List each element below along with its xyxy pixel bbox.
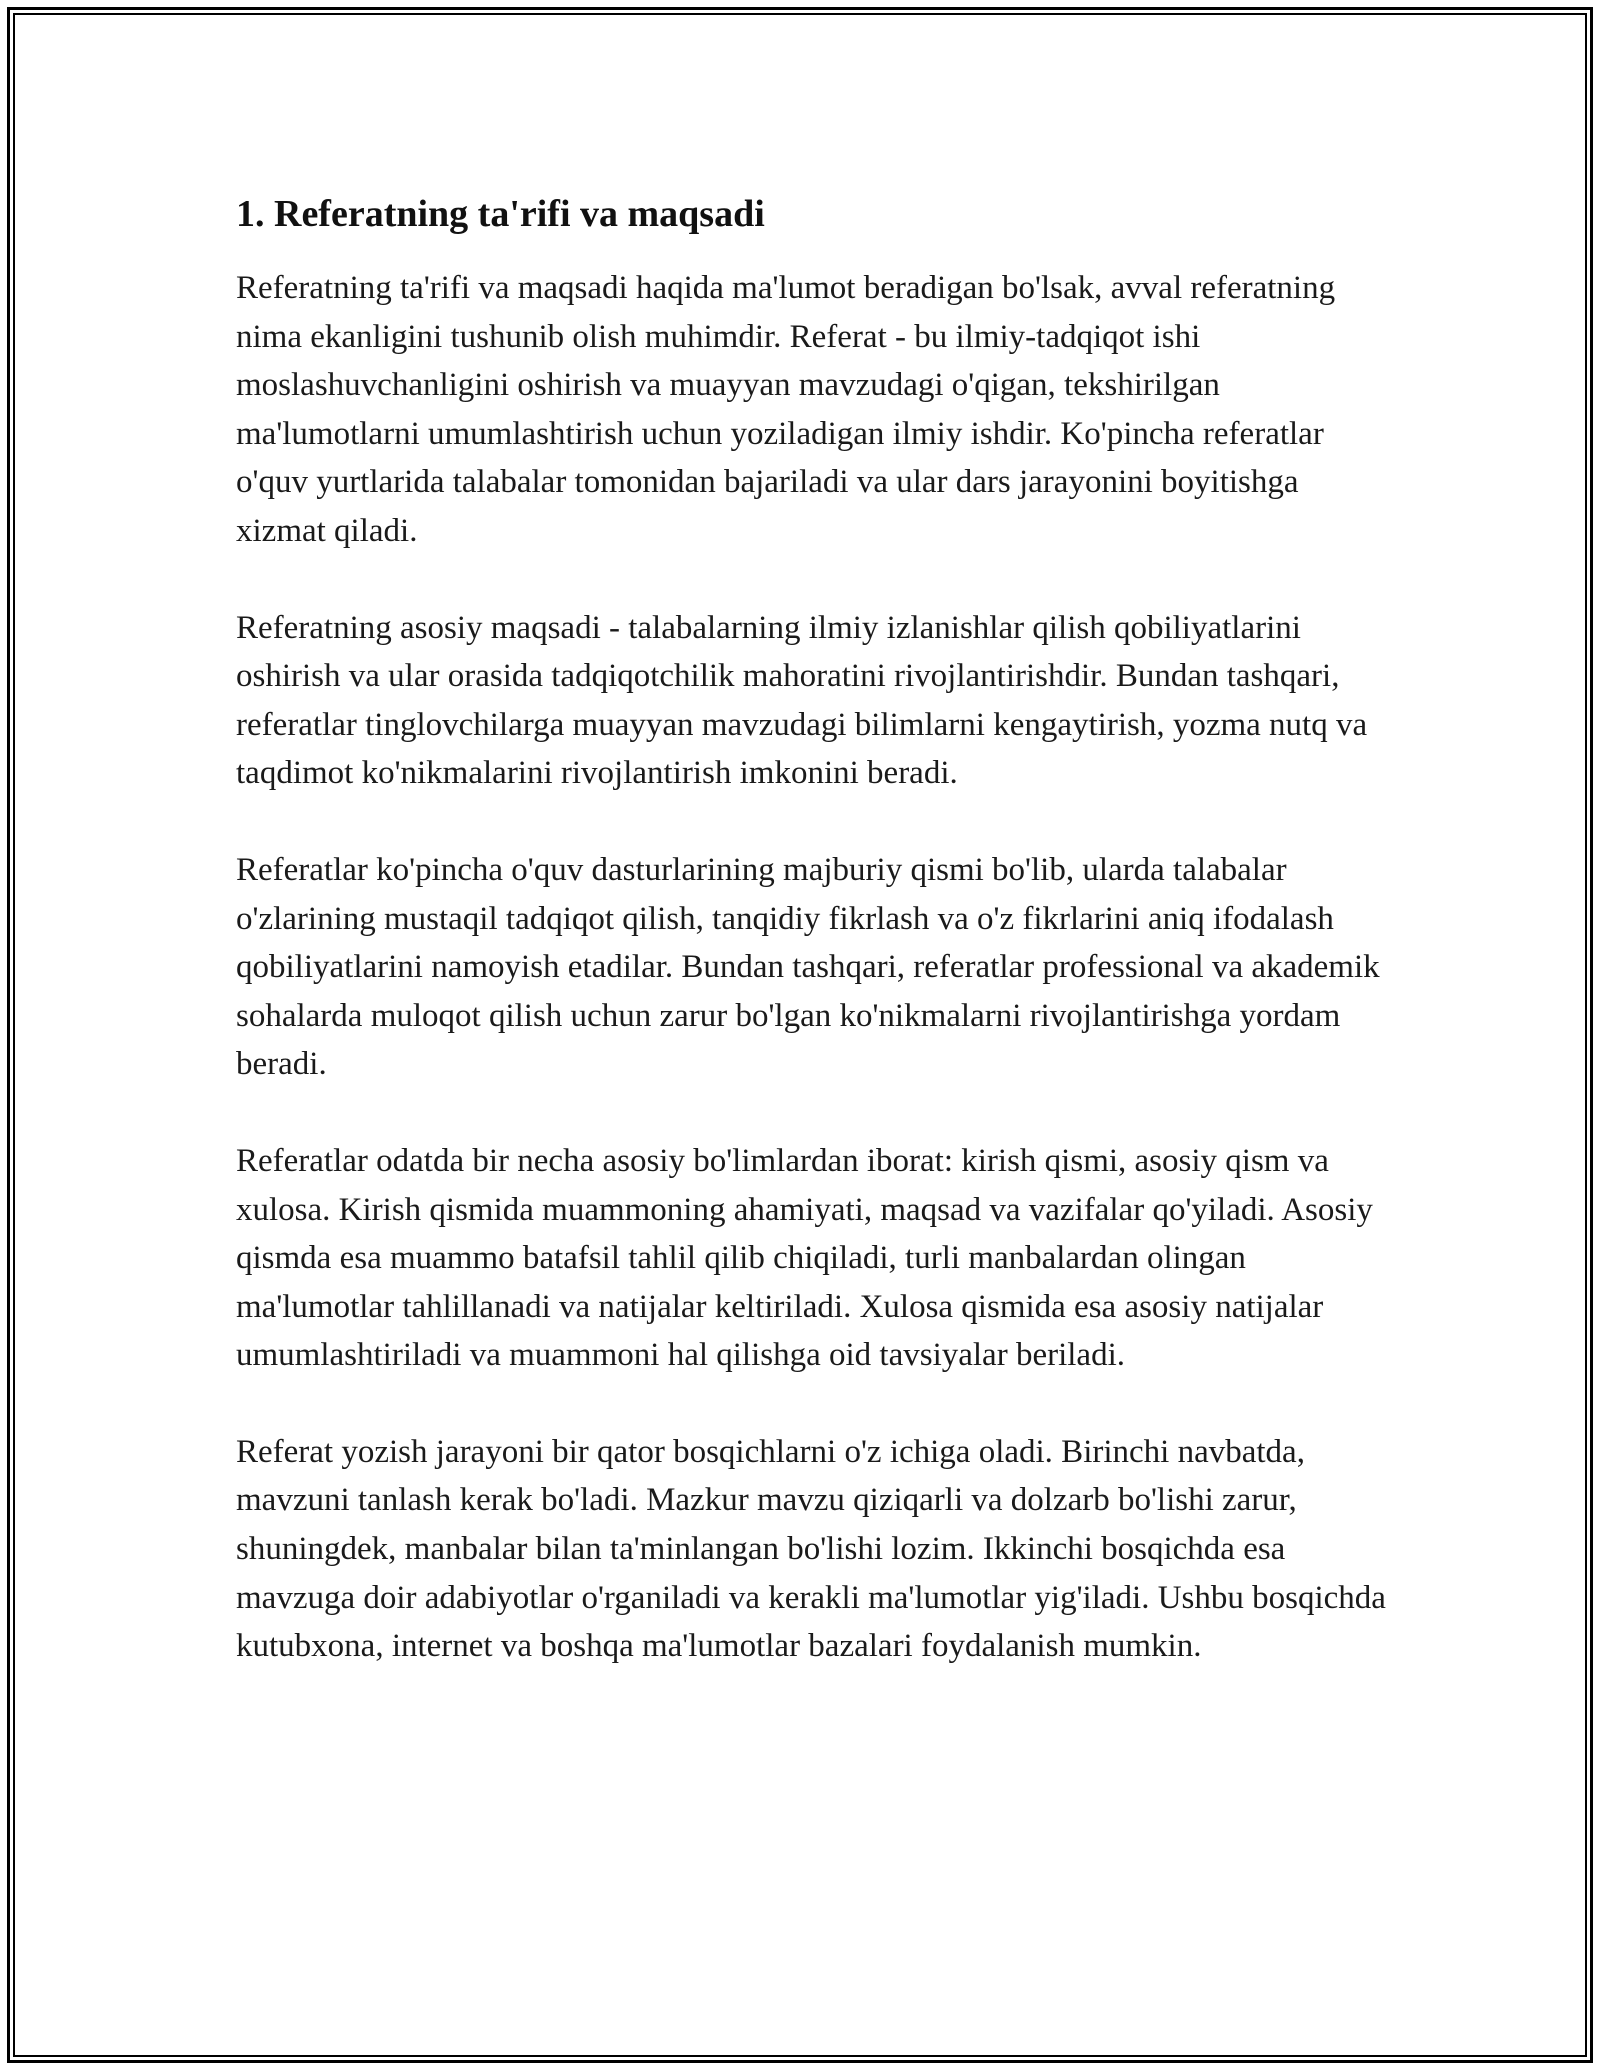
paragraph-definition: Referatning ta'rifi va maqsadi haqida ma'lumot beradigan bo'lsak, avval referatning nima ekanligini tushunib olish muhimdir. Referat - bu ilmiy-tadqiqot ishi moslashuvchanligini oshirish va muayyan mavzudagi o'qigan, tekshirilgan ma'lumotlarni umumlashtirish uchun yoziladigan ilmiy ishdir. Ko'pincha referatlar o'quv yurtlarida talabalar tomonidan bajariladi va ular dars jarayonini boyitishga xizmat qiladi. (236, 270, 1336, 549)
paragraph-writing-process: Referat yozish jarayoni bir qator bosqichlarni o'z ichiga oladi. Birinchi navbatda, mavzuni tanlash kerak bo'ladi. Mazkur mavzu qiziqarli va dolzarb bo'lishi zarur, shuningdek, manbalar bilan ta'minlangan bo'lishi lozim. Ikkinchi bosqichda esa mavzuga doir adabiyotlar o'rganiladi va kerakli ma'lumotlar yig'iladi. Ushbu bosqichda kutubxona, internet va boshqa ma'lumotlar bazalari foydalanish mumkin. (236, 1433, 1386, 1665)
paragraph-main-goal: Referatning asosiy maqsadi - talabalarning ilmiy izlanishlar qilish qobiliyatlarini oshirish va ular orasida tadqiqotchilik mahoratini rivojlantirishdir. Bundan tashqari, referatlar tinglovchilarga muayyan mavzudagi bilimlarni kengaytirish, yozma nutq va taqdimot ko'nikmalarini rivojlantirish imkonini beradi. (236, 609, 1368, 792)
paragraph-structure: Referatlar odatda bir necha asosiy bo'limlardan iborat: kirish qismi, asosiy qism va xulosa. Kirish qismida muammoning ahamiyati, maqsad va vazifalar qo'yiladi. Asosiy qismda esa muammo batafsil tahlil qilib chiqiladi, turli manbalardan olingan ma'lumotlar tahlillanadi va natijalar keltiriladi. Xulosa qismida esa asosiy natijalar umumlashtiriladi va muammoni hal qilishga oid tavsiyalar beriladi. (236, 1142, 1373, 1374)
document-body (236, 186, 1386, 1719)
section-heading: 1. Referatning ta'rifi va maqsadi (236, 193, 765, 235)
paragraph-curriculum-role: Referatlar ko'pincha o'quv dasturlarining majburiy qismi bo'lib, ularda talabalar o'zlarining mustaqil tadqiqot qilish, tanqidiy fikrlash va o'z fikrlarini aniq ifodalash qobiliyatlarini namoyish etadilar. Bundan tashqari, referatlar professional va akademik sohalarda muloqot qilish uchun zarur bo'lgan ko'nikmalarni rivojlantirishga yordam beradi. (236, 851, 1380, 1083)
